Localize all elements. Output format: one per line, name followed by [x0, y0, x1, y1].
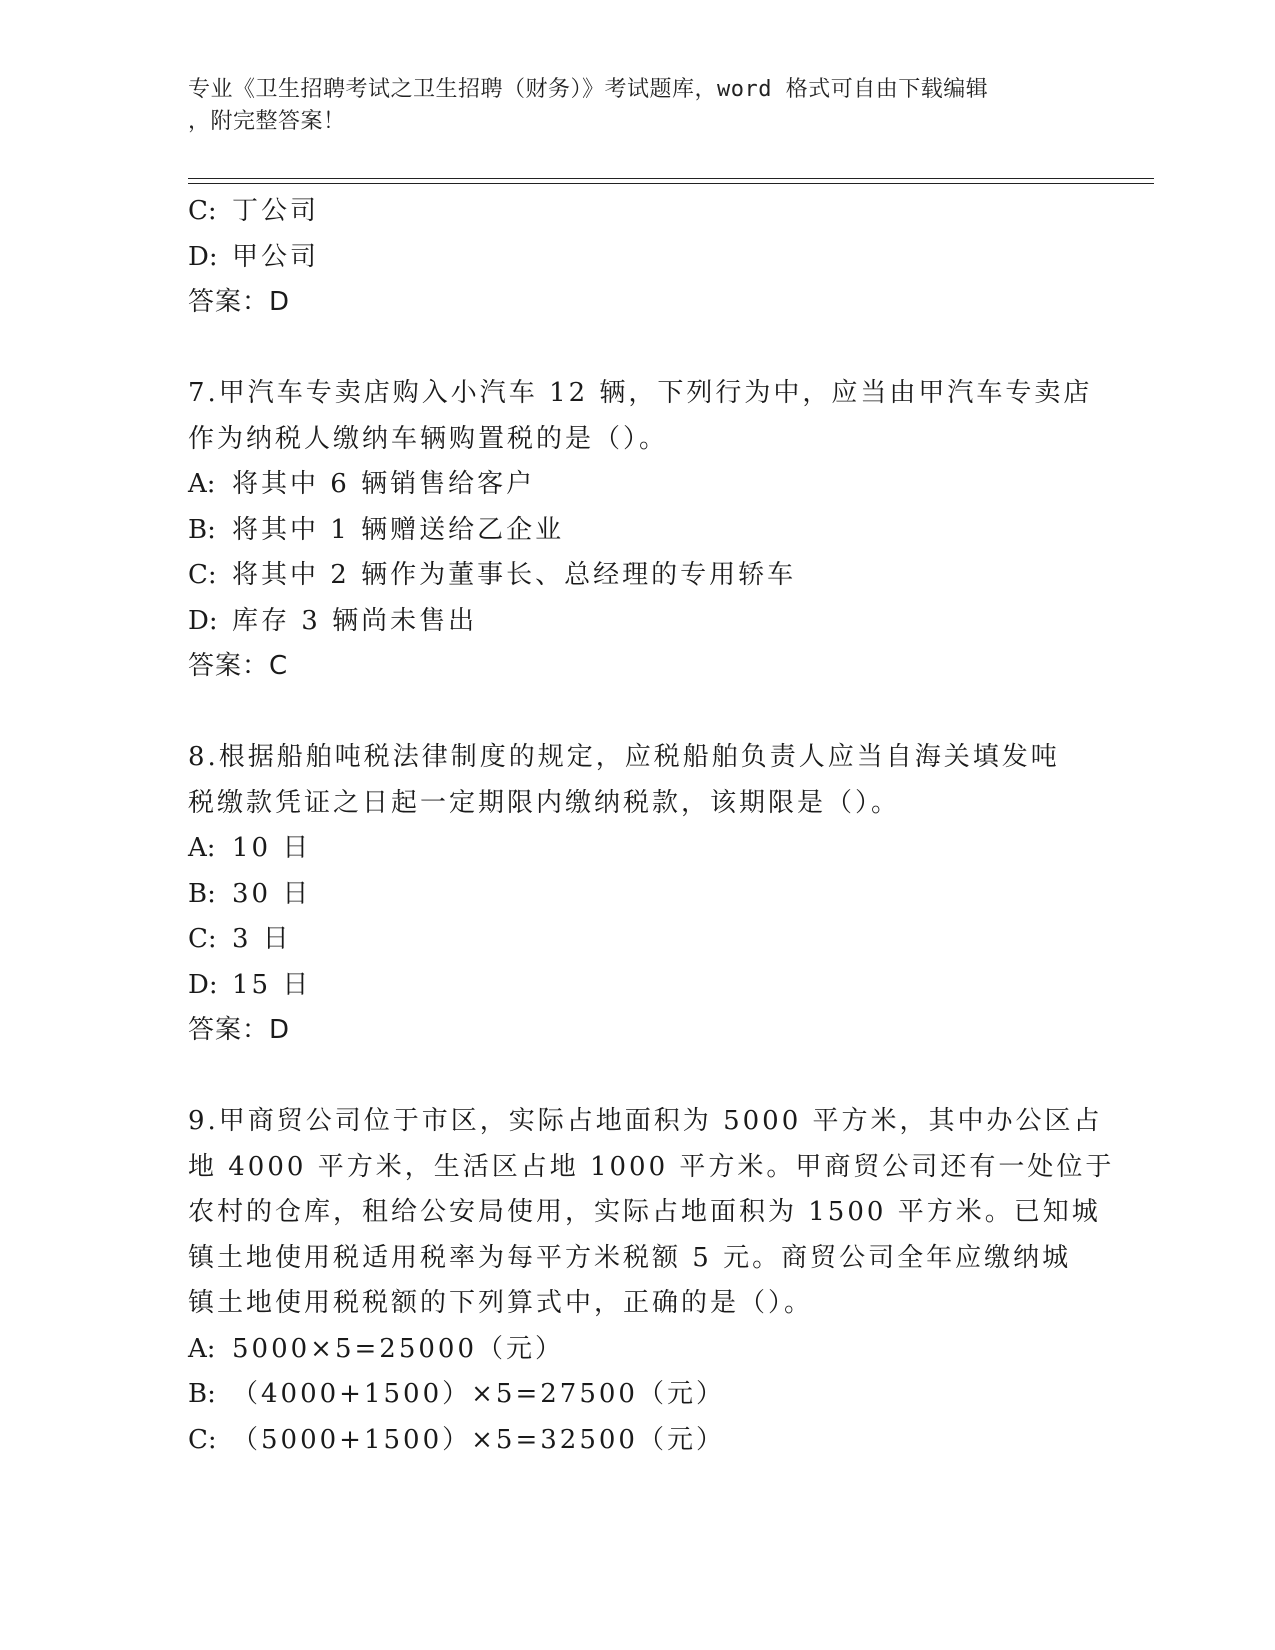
option-text: 15 日: [232, 969, 312, 1000]
answer-line: 答案：D: [188, 1015, 291, 1045]
question-stem-line: 镇土地使用税适用税率为每平方米税额 5 元。商贸公司全年应缴纳城: [188, 1242, 1072, 1273]
option-letter: D:: [188, 969, 218, 1000]
option-letter: A:: [188, 469, 216, 499]
option-text: 丁公司: [232, 196, 320, 226]
option-a: [188, 1327, 1088, 1373]
spacer: [188, 1054, 1088, 1100]
question-8: [188, 735, 1088, 1054]
option-d: [188, 599, 1088, 645]
document-header: [188, 74, 1068, 138]
option-b: [188, 1372, 1088, 1418]
option-text: 3 日: [232, 924, 292, 954]
option-text: 将其中 1 辆赠送给乙企业: [232, 514, 565, 545]
option-c: [188, 189, 1088, 235]
option-letter: B:: [188, 878, 216, 909]
question-7: [188, 371, 1093, 690]
spacer: [188, 326, 1088, 372]
option-d: [188, 963, 1088, 1009]
option-text: （5000+1500）×5=32500（元）: [232, 1424, 725, 1455]
question-stem-line: 作为纳税人缴纳车辆购置税的是（）。: [188, 423, 669, 454]
option-c: [188, 917, 1088, 963]
option-letter: C:: [188, 1424, 217, 1455]
option-letter: C:: [188, 924, 217, 954]
option-text: 10 日: [232, 833, 312, 863]
question-stem-line: 9.甲商贸公司位于市区，实际占地面积为 5000 平方米，其中办公区占: [188, 1106, 1103, 1136]
option-letter: D:: [188, 241, 218, 272]
option-b: [188, 872, 1088, 918]
question-9: [188, 1099, 1115, 1463]
header-divider-top: [188, 178, 1154, 179]
question-6-tail: [188, 189, 1088, 326]
option-text: 30 日: [232, 878, 312, 909]
option-text: 将其中 6 辆销售给客户: [232, 469, 536, 499]
option-letter: D:: [188, 605, 218, 636]
question-stem-line: 农村的仓库，租给公安局使用，实际占地面积为 1500 平方米。已知城: [188, 1197, 1101, 1227]
question-stem-line: 税缴款凭证之日起一定期限内缴纳税款，该期限是（）。: [188, 787, 901, 818]
option-letter: B:: [188, 514, 216, 545]
answer-line: 答案：D: [188, 287, 291, 317]
option-a: [188, 826, 1088, 872]
question-stem-line: 7.甲汽车专卖店购入小汽车 12 辆，下列行为中，应当由甲汽车专卖店: [188, 378, 1093, 408]
option-b: [188, 508, 1088, 554]
option-c: [188, 1418, 1088, 1464]
answer-line: 答案：C: [188, 651, 289, 681]
header-divider-bottom: [188, 183, 1154, 184]
option-d: [188, 235, 1088, 281]
question-stem-line: 地 4000 平方米，生活区占地 1000 平方米。甲商贸公司还有一处位于: [188, 1151, 1115, 1182]
option-letter: C:: [188, 560, 217, 590]
option-letter: B:: [188, 1379, 216, 1409]
spacer: [188, 690, 1088, 736]
header-line-1: 专业《卫生招聘考试之卫生招聘（财务）》考试题库，word 格式可自由下载编辑: [188, 77, 989, 102]
question-stem-line: 8.根据船舶吨税法律制度的规定，应税船舶负责人应当自海关填发吨: [188, 742, 1060, 772]
question-content: [188, 189, 1115, 1463]
option-text: （4000+1500）×5=27500（元）: [232, 1379, 725, 1409]
option-letter: A:: [188, 1333, 216, 1364]
header-line-2: ，附完整答案！: [188, 109, 346, 134]
option-text: 库存 3 辆尚未售出: [232, 605, 478, 636]
option-text: 将其中 2 辆作为董事长、总经理的专用轿车: [232, 560, 797, 590]
question-stem-line: 镇土地使用税税额的下列算式中，正确的是（）。: [188, 1288, 814, 1318]
option-c: [188, 553, 1088, 599]
option-text: 甲公司: [232, 241, 320, 272]
option-text: 5000×5=25000（元）: [232, 1333, 564, 1364]
option-letter: C:: [188, 196, 217, 226]
option-a: [188, 462, 1088, 508]
option-letter: A:: [188, 833, 216, 863]
